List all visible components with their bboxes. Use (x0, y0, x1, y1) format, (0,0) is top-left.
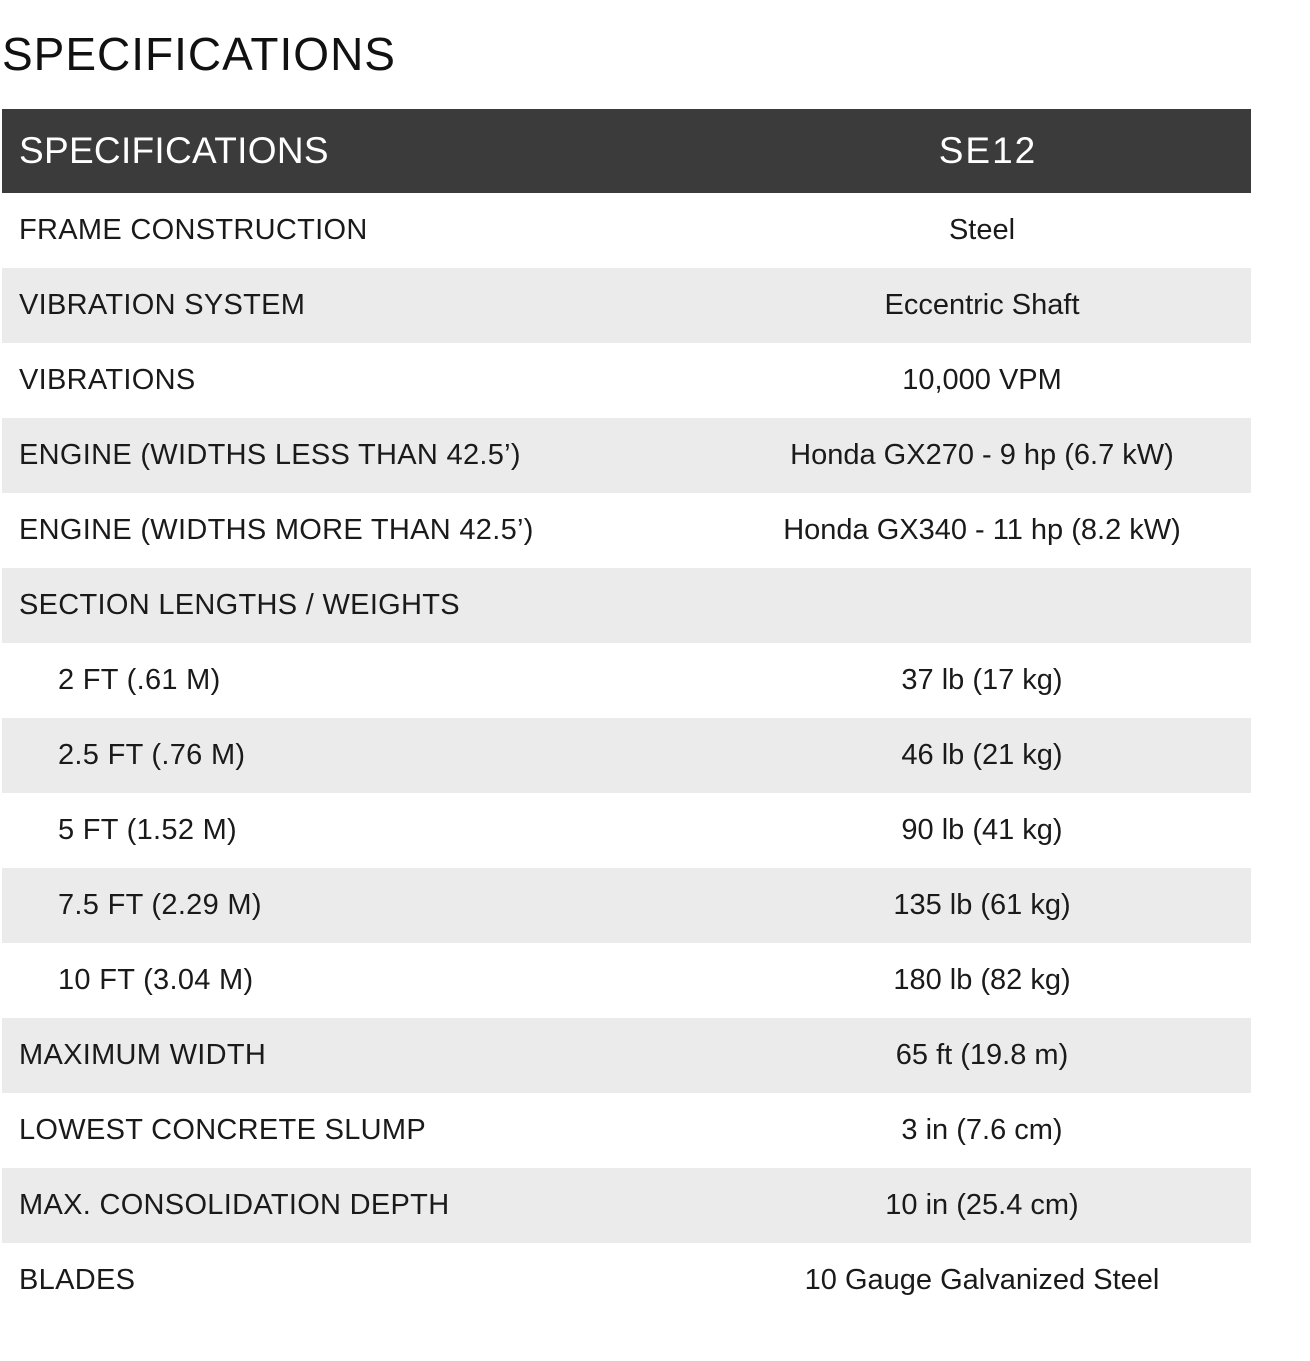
table-subrow (2, 718, 1251, 793)
page-title: SPECIFICATIONS (2, 28, 396, 80)
row-label: LOWEST CONCRETE SLUMP (19, 1114, 426, 1146)
row-value: 10,000 VPM (902, 364, 1062, 396)
row-value: 10 Gauge Galvanized Steel (804, 1264, 1160, 1296)
row-label: FRAME CONSTRUCTION (19, 214, 368, 246)
row-label: MAX. CONSOLIDATION DEPTH (19, 1189, 450, 1221)
subrow-value: 180 lb (82 kg) (893, 964, 1071, 996)
table-row (2, 1018, 1251, 1093)
subrow-value: 46 lb (21 kg) (901, 739, 1063, 771)
subrow-label: 2.5 FT (.76 M) (58, 739, 246, 771)
row-value: 65 ft (19.8 m) (895, 1039, 1069, 1071)
row-value: 10 in (25.4 cm) (885, 1189, 1079, 1221)
table-row (2, 268, 1251, 343)
header-model: SE12 (938, 130, 1038, 171)
row-value: Honda GX270 - 9 hp (6.7 kW) (790, 439, 1174, 471)
table-row (2, 343, 1251, 418)
table-row (2, 1093, 1251, 1168)
table-row (2, 193, 1251, 268)
row-label: BLADES (19, 1264, 136, 1296)
table-section-row (2, 568, 1251, 643)
header-label: SPECIFICATIONS (19, 130, 329, 171)
row-label: VIBRATION SYSTEM (19, 289, 306, 321)
table-row (2, 1168, 1251, 1243)
row-value: Eccentric Shaft (884, 289, 1080, 321)
table-subrow (2, 868, 1251, 943)
subrow-label: 7.5 FT (2.29 M) (58, 889, 262, 921)
subrow-value: 90 lb (41 kg) (901, 814, 1063, 846)
subrow-label: 5 FT (1.52 M) (58, 814, 238, 846)
row-value: 3 in (7.6 cm) (901, 1114, 1063, 1146)
row-label: ENGINE (WIDTHS LESS THAN 42.5’) (19, 439, 521, 471)
row-value: Steel (948, 214, 1016, 246)
spec-table (2, 109, 1251, 1318)
table-subrow (2, 943, 1251, 1018)
row-value: Honda GX340 - 11 hp (8.2 kW) (783, 514, 1181, 546)
subrow-value: 135 lb (61 kg) (893, 889, 1071, 921)
row-label: ENGINE (WIDTHS MORE THAN 42.5’) (19, 514, 534, 546)
table-row (2, 1243, 1251, 1318)
row-label: MAXIMUM WIDTH (19, 1039, 267, 1071)
table-row (2, 493, 1251, 568)
subrow-label: 2 FT (.61 M) (58, 664, 221, 696)
table-subrow (2, 643, 1251, 718)
section-label: SECTION LENGTHS / WEIGHTS (19, 589, 460, 621)
subrow-value: 37 lb (17 kg) (901, 664, 1063, 696)
subrow-label: 10 FT (3.04 M) (58, 964, 254, 996)
row-label: VIBRATIONS (19, 364, 196, 396)
table-row (2, 418, 1251, 493)
table-subrow (2, 793, 1251, 868)
table-header-row (2, 109, 1251, 193)
